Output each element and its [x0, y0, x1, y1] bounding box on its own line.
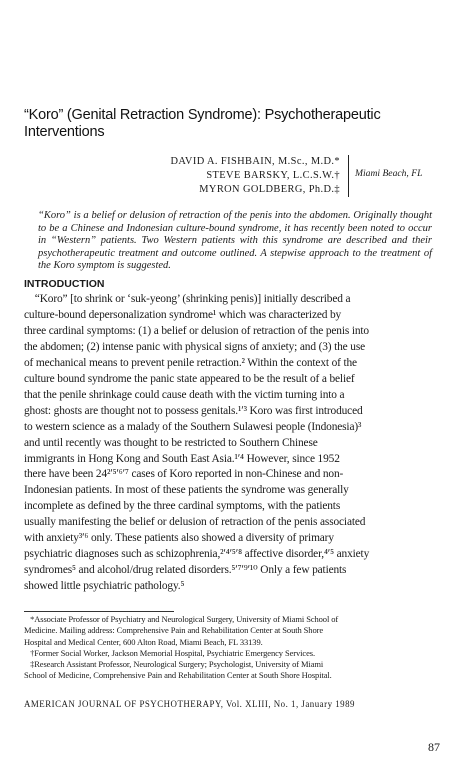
body-line: syndromes⁵ and alcohol/drug related disorders.⁵ʹ⁷ʹ⁹ʹ¹⁰ Only a few patients: [24, 564, 347, 577]
body-line: three cardinal symptoms: (1) a belief or delusion of retraction of the penis into: [24, 324, 369, 337]
body-line: culture-bound depersonalization syndrome¹ which was characterized by: [24, 308, 342, 321]
page-number: 87: [428, 740, 440, 754]
journal-citation: AMERICAN JOURNAL OF PSYCHOTHERAPY, Vol. XLIII, No. 1, January 1989: [24, 699, 355, 709]
body-line: that the penile shrinkage could cause death with the victim turning into a: [24, 388, 345, 401]
body-line: to western science as a malady of the Southern Sulawesi people (Indonesia)³: [24, 420, 362, 433]
footnote-line: †Former Social Worker, Jackson Memorial Hospital, Psychiatric Emergency Services.: [24, 647, 315, 658]
body-line: psychiatric diagnoses such as schizophrenia,²ʹ⁴ʹ⁵ʹ⁸ affective disorder,⁴ʹ⁵ anxiety: [24, 548, 370, 561]
body-line: incomplete as defined by the three cardinal symptoms, with the patients: [24, 500, 341, 513]
section-heading: INTRODUCTION: [24, 278, 105, 290]
author-affiliation: Miami Beach, FL: [355, 168, 423, 179]
body-line: “Koro” [to shrink or ‘suk-yeong’ (shrinking penis)] initially described a: [24, 293, 351, 305]
author-name: DAVID A. FISHBAIN, M.Sc., M.D.*: [170, 156, 340, 167]
footnote-line: ‡Research Assistant Professor, Neurological Surgery; Psychologist, University of Miami: [24, 659, 324, 670]
footnote-line: Medicine. Mailing address: Comprehensive Pain and Rehabilitation Center at South Shore: [24, 625, 323, 636]
body-text: [24, 292, 452, 595]
article-title: “Koro” (Genital Retraction Syndrome): Psychotherapeutic Interventions: [24, 107, 381, 140]
body-line: culture bound syndrome the panic state appeared to be the result of a belief: [24, 372, 355, 385]
author-name: STEVE BARSKY, L.C.S.W.†: [206, 170, 340, 181]
footnote-line: School of Medicine, Comprehensive Pain and Rehabilitation Center at South Shore Hospital.: [24, 670, 332, 681]
author-name: MYRON GOLDBERG, Ph.D.‡: [199, 184, 340, 195]
footnote-line: Hospital and Medical Center, 600 Alton Road, Miami Beach, FL 33139.: [24, 636, 263, 647]
body-line: the abdomen; (2) intense panic with physical signs of anxiety; and (3) the use: [24, 340, 366, 353]
abstract: “Koro” is a belief or delusion of retraction of the penis into the abdomen. Originally thought to be a Chinese and Indonesian culture-bound syndrome, it has recently been noted to occur in “Western” patients. Two Western patients with this syndrome are described and their psychotherapeutic treatment and outcome outlined. A stepwise approach to the treatment of the Koro symptom is suggested.: [38, 210, 432, 272]
body-line: immigrants in Hong Kong and South East Asia.¹ʹ⁴ However, since 1952: [24, 452, 340, 465]
author-list: [120, 155, 349, 197]
body-line: of mechanical means to prevent penile retraction.² Within the context of the: [24, 356, 357, 369]
footnotes: [24, 614, 454, 682]
body-line: Indonesian patients. In most of these patients the syndrome was generally: [24, 484, 349, 497]
footnote-line: *Associate Professor of Psychiatry and Neurological Surgery, University of Miami School of: [24, 614, 339, 624]
body-line: and until recently was thought to be restricted to Southern Chinese: [24, 436, 318, 449]
body-line: usually manifesting the belief or delusion of retraction of the penis associated: [24, 516, 366, 529]
body-line: there have been 24²ʹ⁵ʹ⁶ʹ⁷ cases of Koro reported in non-Chinese and non-: [24, 468, 344, 481]
body-line: showed little psychiatric pathology.⁵: [24, 580, 185, 593]
body-line: ghost: ghosts are thought not to possess genitals.¹ʹ³ Koro was first introduced: [24, 404, 363, 417]
footnote-rule: [24, 611, 174, 612]
body-line: with anxiety³ʹ⁶ only. These patients also showed a diversity of primary: [24, 532, 334, 545]
